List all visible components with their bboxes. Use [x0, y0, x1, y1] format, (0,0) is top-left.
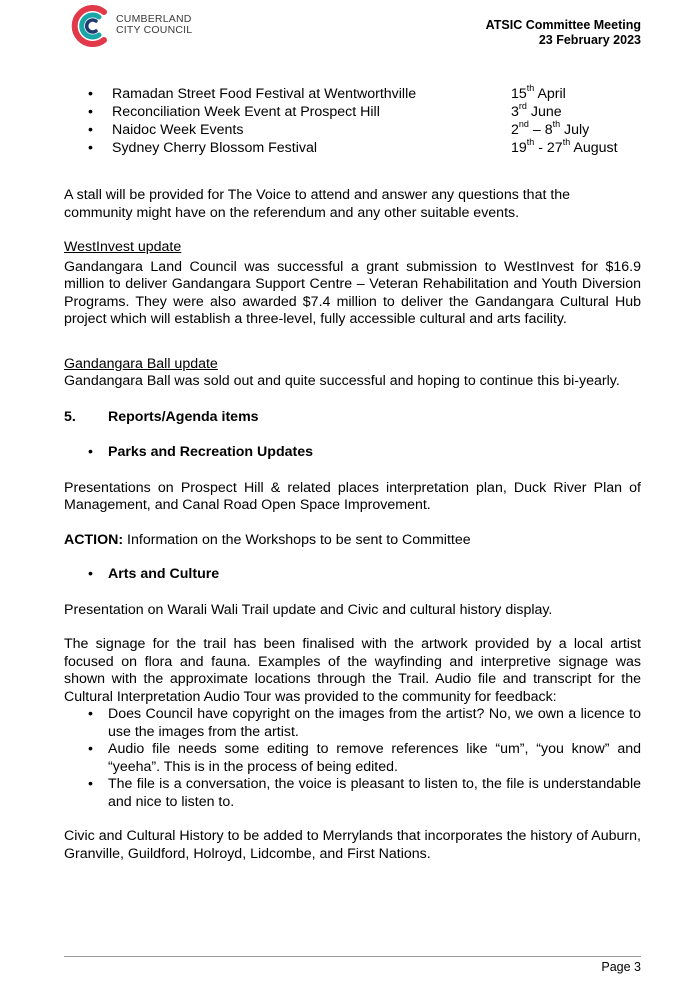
action-label: ACTION: — [64, 531, 124, 548]
event-name: Naidoc Week Events — [112, 122, 244, 138]
event-item — [64, 137, 641, 158]
arts-body-2: The signage for the trail has been finalised with the artwork provided by a local artist focused on flora and fauna. Examples of the wayfinding and interpretive signage was shown with the approximate locations through the Trail. Audio file and transcript for the Cultural Interpretation Audio Tour was provided to the community for feedback: — [64, 636, 641, 705]
action-text: Information on the Workshops to be sent to Committee — [123, 531, 471, 548]
westinvest-body: Gandangara Land Council was successful a grant submission to WestInvest for $16.9 million to deliver Gandangara Support Centre – Veteran Rehabilitation and Youth Diversion Programs. They were also awarded $7.4 million to deliver the Gandangara Cultural Hub project which will establish a three-level, fully accessible cultural and arts facility. — [64, 258, 641, 327]
ball-heading: Gandangara Ball update — [64, 355, 218, 372]
feedback-list — [64, 706, 641, 811]
bullet-icon: • — [88, 741, 93, 757]
event-date: 2nd – 8th July — [511, 119, 590, 138]
event-item — [64, 83, 641, 104]
bullet-icon: • — [88, 104, 93, 120]
bullet-icon: • — [88, 86, 93, 102]
section-title: Reports/Agenda items — [108, 408, 259, 425]
feedback-item: • Audio file needs some editing to remove references like “um”, “you know” and “yeeha”. This is in the process of being edited. — [88, 741, 641, 775]
arts-bullet — [64, 566, 641, 584]
parks-bullet-item — [64, 444, 641, 462]
arts-body-3: Civic and Cultural History to be added to Merrylands that incorporates the history of Auburn, Granville, Guildford, Holroyd, Lidcombe, and First Nations. — [64, 828, 641, 862]
council-logo — [66, 2, 256, 50]
event-date: 19th - 27th August — [511, 137, 618, 156]
event-name: Sydney Cherry Blossom Festival — [112, 140, 317, 156]
bullet-icon: • — [88, 122, 93, 138]
meeting-header — [486, 18, 641, 48]
arts-bullet-item — [64, 566, 641, 584]
council-logo-mark-icon — [66, 2, 114, 50]
feedback-item: • The file is a conversation, the voice is pleasant to listen to, the file is understandable and nice to listen to. — [88, 776, 641, 810]
event-item — [64, 119, 641, 140]
event-date: 15th April — [511, 83, 566, 102]
bullet-icon: • — [88, 706, 93, 722]
parks-title: Parks and Recreation Updates — [108, 444, 314, 460]
stall-paragraph: A stall will be provided for The Voice to attend and answer any questions that the community might have on the referendum and any other suitable events. — [64, 187, 571, 221]
parks-body: Presentations on Prospect Hill & related places interpretation plan, Duck River Plan of Management, and Canal Road Open Space Improvement. — [64, 479, 641, 513]
page-content — [64, 83, 641, 863]
action-line — [64, 532, 641, 550]
section-5-heading — [64, 409, 641, 427]
ball-body: Gandangara Ball was sold out and quite successful and hoping to continue this bi-yearly. — [64, 373, 620, 389]
arts-body-1: Presentation on Warali Wali Trail update and Civic and cultural history display. — [64, 601, 553, 618]
parks-bullet — [64, 444, 641, 462]
event-name: Reconciliation Week Event at Prospect Hill — [112, 104, 380, 120]
feedback-item: • Does Council have copyright on the images from the artist? No, we own a licence to use the images from the artist. — [88, 706, 641, 740]
section-number: 5. — [64, 408, 76, 425]
page-number: Page 3 — [601, 960, 641, 974]
events-list — [64, 83, 641, 158]
bullet-icon: • — [88, 444, 93, 460]
bullet-icon: • — [88, 140, 93, 156]
logo-text — [116, 14, 192, 36]
logo-line2: CITY COUNCIL — [116, 24, 193, 36]
logo-line1: CUMBERLAND — [116, 13, 192, 25]
meeting-date: 23 February 2023 — [538, 33, 641, 47]
bullet-icon: • — [88, 776, 93, 792]
meeting-title: ATSIC Committee Meeting — [485, 18, 641, 32]
event-date: 3rd June — [511, 101, 562, 120]
bullet-icon: • — [88, 566, 93, 582]
event-name: Ramadan Street Food Festival at Wentworthville — [112, 86, 417, 102]
footer-divider — [64, 956, 641, 957]
arts-title: Arts and Culture — [108, 566, 220, 582]
westinvest-heading: WestInvest update — [64, 239, 182, 255]
